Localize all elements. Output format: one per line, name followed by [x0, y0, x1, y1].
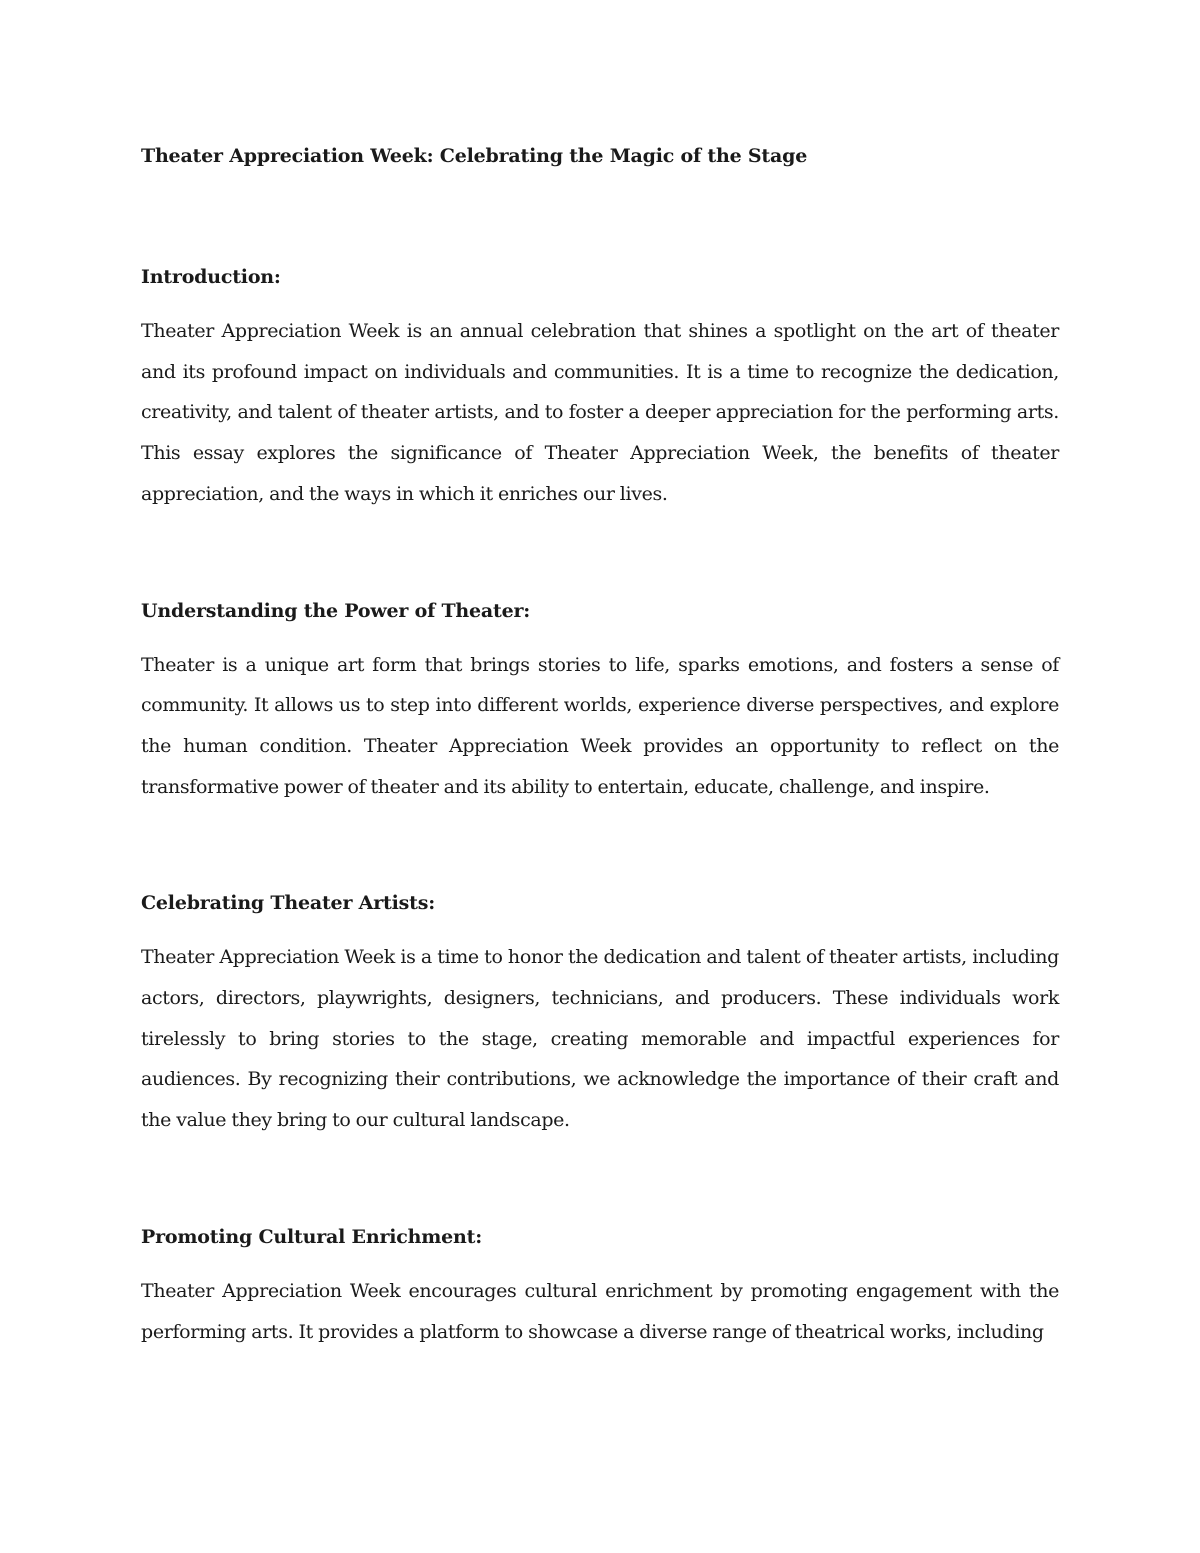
- section-heading: Promoting Cultural Enrichment:: [141, 1225, 483, 1248]
- section-paragraph: Theater Appreciation Week encourages cultural enrichment by promoting engagement with the performing arts. It provides a platform to showcase a diverse range of theatrical works, including: [141, 1279, 1059, 1343]
- section-heading: Celebrating Theater Artists:: [141, 892, 436, 915]
- spacer: [141, 626, 1059, 645]
- section-paragraph: Theater Appreciation Week is a time to honor the dedication and talent of theater artists, including actors, directors, playwrights, designers, technicians, and producers. These individuals work tirelessly to bring stories to the stage, creating memorable and impactful experiences for audiences. By recognizing their contributions, we acknowledge the importance of their craft and the value they bring to our cultural landscape.: [141, 946, 1059, 1132]
- document-body: [141, 141, 1059, 1352]
- section-theater-artists: [141, 888, 1059, 1141]
- spacer: [141, 515, 1059, 596]
- section-power-of-theater: [141, 596, 1059, 808]
- section-introduction: [141, 262, 1059, 515]
- spacer: [141, 292, 1059, 311]
- spacer: [141, 171, 1059, 262]
- spacer: [141, 807, 1059, 888]
- document-title: Theater Appreciation Week: Celebrating the Magic of the Stage: [141, 145, 808, 167]
- section-cultural-enrichment: [141, 1222, 1059, 1352]
- section-heading: Introduction:: [141, 266, 281, 288]
- section-heading: Understanding the Power of Theater:: [141, 599, 531, 622]
- spacer: [141, 1141, 1059, 1222]
- spacer: [141, 1252, 1059, 1271]
- section-paragraph: Theater Appreciation Week is an annual celebration that shines a spotlight on the art of theater and its profound impact on individuals and communities. It is a time to recognize the dedication, creativity, and talent of theater artists, and to foster a deeper appreciation for the performing arts. This essay explores the significance of Theater Appreciation Week, the benefits of theater appreciation, and the ways in which it enriches our lives.: [141, 320, 1059, 505]
- section-paragraph: Theater is a unique art form that brings stories to life, sparks emotions, and fosters a sense of community. It allows us to step into different worlds, experience diverse perspectives, and explore the human condition. Theater Appreciation Week provides an opportunity to reflect on the transformative power of theater and its ability to entertain, educate, challenge, and inspire.: [141, 653, 1059, 798]
- spacer: [141, 918, 1059, 937]
